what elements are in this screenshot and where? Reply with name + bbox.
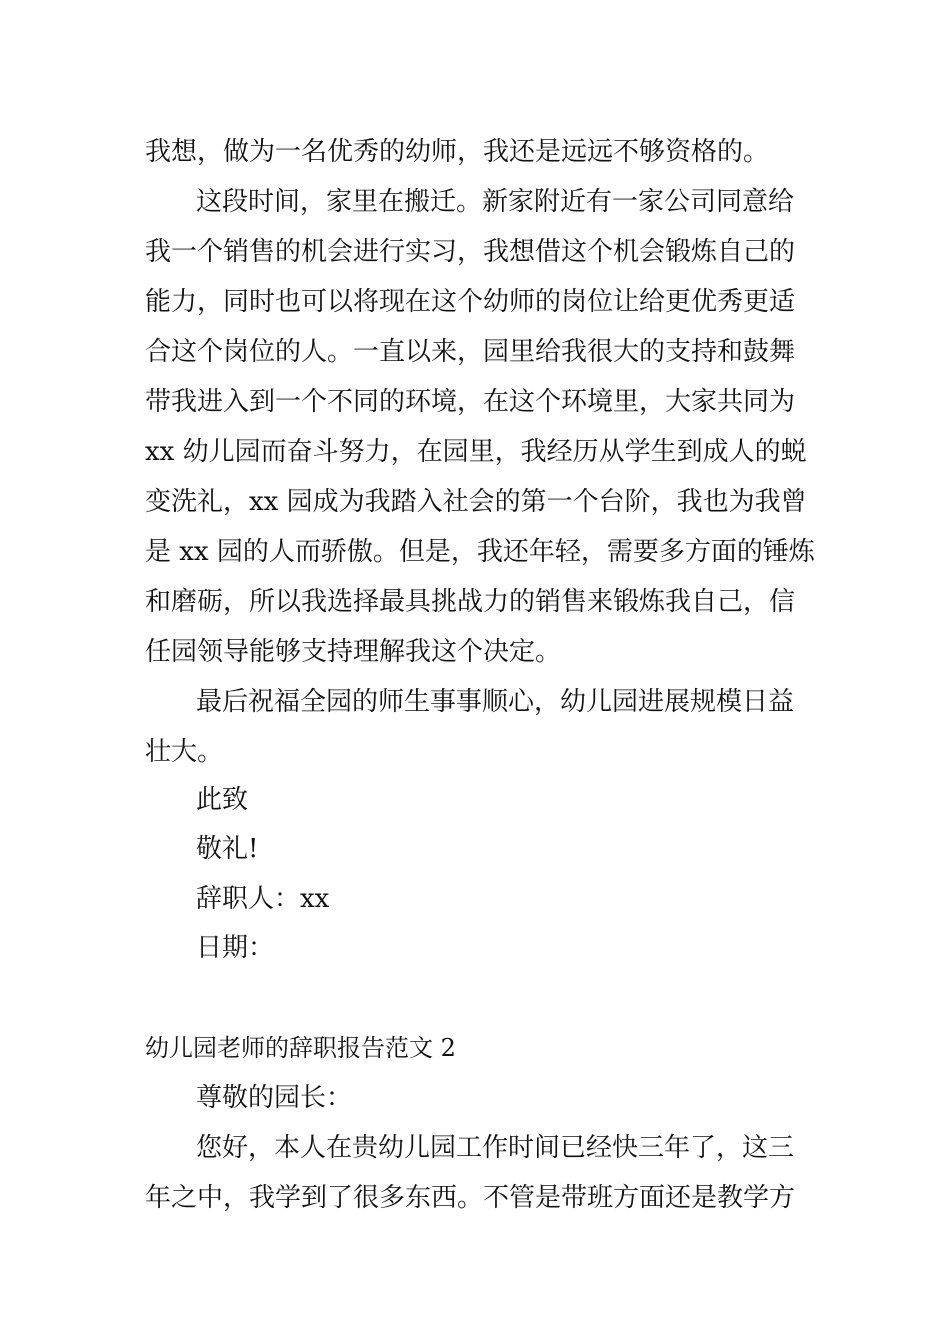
paragraph-line: 年之中，我学到了很多东西。不管是带班方面还是教学方 <box>145 1183 796 1213</box>
paragraph-line: xx 幼儿园而奋斗努力，在园里，我经历从学生到成人的蜕 <box>145 437 807 467</box>
paragraph-line: 您好，本人在贵幼儿园工作时间已经快三年了，这三 <box>196 1133 795 1163</box>
resigner-line: 辞职人：xx <box>196 884 330 914</box>
paragraph-line: 这段时间，家里在搬迁。新家附近有一家公司同意给 <box>196 187 795 217</box>
section-title: 幼儿园老师的辞职报告范文 2 <box>145 1034 456 1062</box>
paragraph-line: 我想，做为一名优秀的幼师，我还是远远不够资格的。 <box>145 137 770 167</box>
greeting: 尊敬的园长： <box>196 1083 353 1113</box>
paragraph-line: 和磨砺，所以我选择最具挑战力的销售来锻炼我自己，信 <box>145 587 796 617</box>
paragraph-line: 带我进入到一个不同的环境，在这个环境里，大家共同为 <box>145 387 796 417</box>
paragraph-line: 能力，同时也可以将现在这个幼师的岗位让给更优秀更适 <box>145 287 796 317</box>
paragraph-line: 是 xx 园的人而骄傲。但是，我还年轻，需要多方面的锤炼 <box>145 537 815 567</box>
date-line: 日期： <box>196 933 275 963</box>
closing-salutation: 此致 <box>196 785 249 815</box>
paragraph-line: 最后祝福全园的师生事事顺心，幼儿园进展规模日益 <box>196 687 795 717</box>
paragraph-line: 壮大。 <box>145 737 224 767</box>
paragraph-line: 合这个岗位的人。一直以来，园里给我很大的支持和鼓舞 <box>145 337 796 367</box>
paragraph-line: 变洗礼，xx 园成为我踏入社会的第一个台阶，我也为我曾 <box>145 487 807 517</box>
paragraph-line: 我一个销售的机会进行实习，我想借这个机会锻炼自己的 <box>145 237 796 267</box>
closing-respect: 敬礼! <box>196 834 259 864</box>
paragraph-line: 任园领导能够支持理解我这个决定。 <box>145 637 562 667</box>
